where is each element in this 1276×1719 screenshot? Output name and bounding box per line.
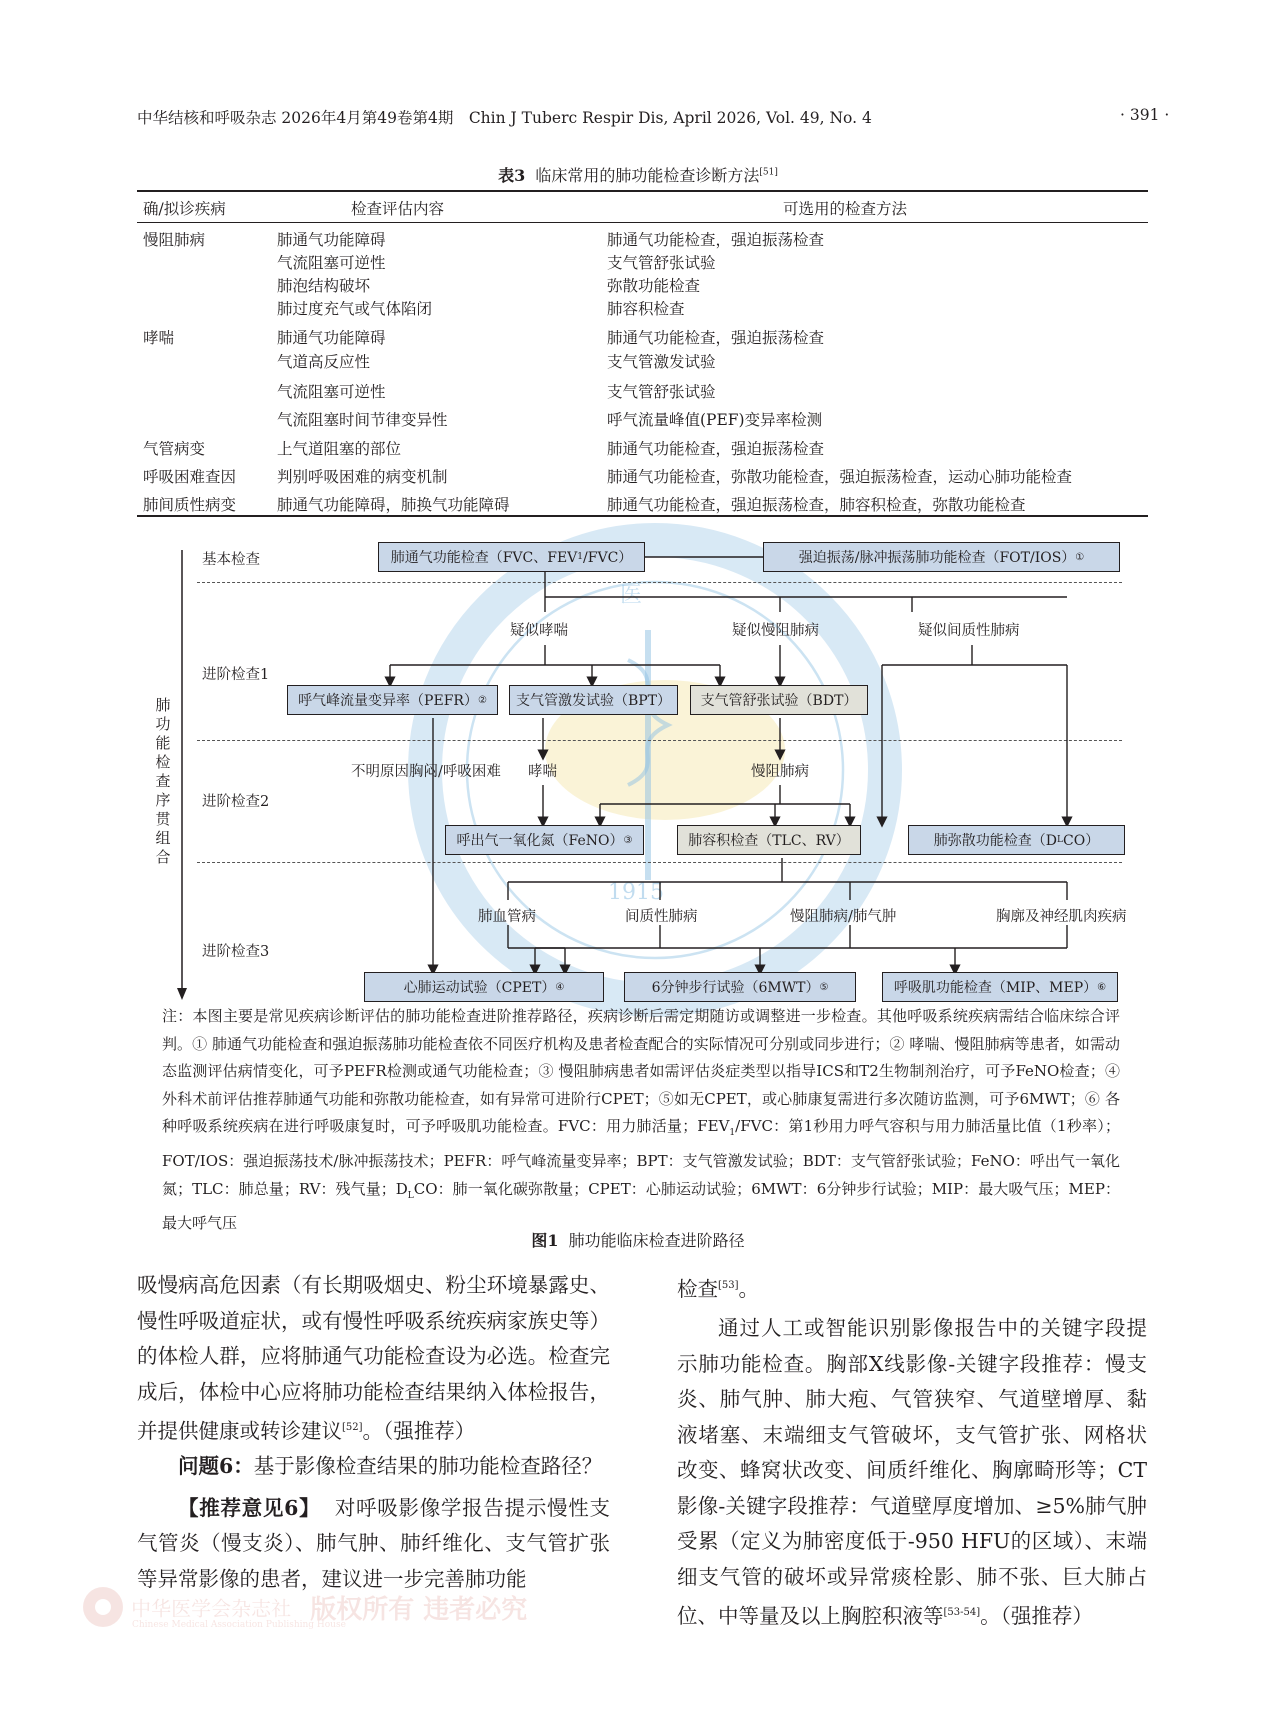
box-pefr [287, 685, 498, 715]
table-cell-content: 肺过度充气或气体陷闭 [277, 300, 433, 318]
label-neuromuscular: 胸廓及神经肌肉疾病 [996, 909, 1127, 925]
box-mip-label: 呼吸肌功能检查（MIP、MEP） [893, 980, 1098, 996]
table-cell-content: 肺通气功能障碍 [277, 231, 386, 249]
question-text: 基于影像检查结果的肺功能检查路径？ [253, 1454, 603, 1479]
label-copd-emphysema: 慢阻肺病/肺气肿 [790, 909, 897, 925]
right-column [677, 1268, 1147, 1635]
table-cell-content: 判别呼吸困难的病变机制 [277, 468, 448, 486]
label-pulmonary-vascular: 肺血管病 [478, 909, 536, 925]
table-cell-disease: 哮喘 [143, 329, 175, 347]
paragraph-tail: 。 [738, 1276, 760, 1301]
stage-advanced-3: 进阶检查3 [202, 944, 270, 960]
box-pefr-label: 呼气峰流量变异率（PEFR） [298, 693, 478, 709]
table-cell-disease: 呼吸困难查因 [143, 468, 237, 486]
figure-title: 肺功能临床检查进阶路径 [568, 1231, 745, 1250]
stage-basic: 基本检查 [202, 552, 260, 568]
table-cell-method: 肺通气功能检查，强迫振荡检查 [607, 329, 825, 347]
recommendation-text: 对呼吸影像学报告提示慢性支气管炎（慢支炎）、肺气肿、肺纤维化、支气管扩张等异常影像的患者，建议进一步完善肺功能 [137, 1495, 610, 1591]
note-sub-1: 1 [729, 1128, 736, 1139]
seal-year: 1915 [608, 880, 664, 905]
box-spirometry [378, 542, 645, 572]
box-spirometry-sub: 1 [577, 552, 584, 562]
box-cpet-mark: ④ [555, 981, 565, 993]
note-text-c: CO：肺一氧化碳弥散量；CPET：心肺运动试验；6MWT：6分钟步行试验；MIP：最大吸气压；MEP：最大呼气压 [162, 1179, 1120, 1233]
box-cpet [364, 972, 604, 1002]
label-suspected-asthma: 疑似哮喘 [510, 623, 568, 639]
seal-char: 医 [620, 583, 643, 608]
box-fot-mark: ① [1075, 551, 1085, 563]
box-dlco [908, 825, 1125, 855]
citation: [53] [718, 1280, 739, 1291]
stage-advanced-2: 进阶检查2 [202, 794, 270, 810]
table-cell-content: 肺通气功能障碍 [277, 329, 386, 347]
body-paragraph [677, 1311, 1147, 1634]
table-cell-method: 肺通气功能检查，强迫振荡检查 [607, 231, 825, 249]
table-cell-content: 气流阻塞可逆性 [277, 383, 386, 401]
box-cpet-label: 心肺运动试验（CPET） [403, 980, 556, 996]
table-header-content: 检查评估内容 [351, 200, 445, 218]
paragraph-tail: 。（强推荐） [980, 1604, 1093, 1629]
label-unexplained-dyspnea: 不明原因胸闷/呼吸困难 [351, 764, 501, 780]
box-dlco-label-b: CO） [1063, 833, 1100, 849]
label-asthma: 哮喘 [528, 764, 557, 780]
publisher-name: 中华医学会杂志社 [131, 1596, 292, 1621]
figure-note [162, 1003, 1120, 1238]
box-bpt-label: 支气管激发试验（BPT） [515, 693, 672, 709]
box-bdt [690, 685, 868, 715]
box-6mwt-label: 6分钟步行试验（6MWT） [651, 980, 820, 996]
stage-advanced-1: 进阶检查1 [202, 667, 270, 683]
table-cell-method: 肺通气功能检查，强迫振荡检查 [607, 440, 825, 458]
table-cell-content: 气流阻塞可逆性 [277, 254, 386, 272]
label-interstitial: 间质性肺病 [625, 909, 698, 925]
table-cell-method: 支气管激发试验 [607, 353, 716, 371]
note-text-b: /FVC：第1秒用力呼气容积与用力肺活量比值（1秒率）；FOT/IOS：强迫振荡技术/脉冲振荡技术；PEFR：呼气峰流量变异率；BPT：支气管激发试验；BDT：支气管舒张试验；FeNO：呼出气一氧化氮；TLC：肺总量；RV：残气量；D [162, 1117, 1120, 1198]
running-header: 中华结核和呼吸杂志 2026年4月第49卷第4期 Chin J Tuberc Respir Dis, April 2026, Vol. 49, No. 4 [137, 109, 872, 127]
table-cell-method: 呼气流量峰值(PEF)变异率检测 [607, 411, 823, 429]
side-label: 肺功能检查序贯组合 [155, 696, 171, 866]
box-feno-mark: ③ [623, 834, 633, 846]
table-cell-method: 弥散功能检查 [607, 277, 701, 295]
recommendation [137, 1491, 610, 1598]
table-number: 表3 [498, 166, 526, 185]
box-feno [445, 825, 644, 855]
box-spirometry-label-b: /FVC） [583, 550, 633, 566]
table-cell-method: 支气管舒张试验 [607, 383, 716, 401]
table-cell-method: 肺容积检查 [607, 300, 685, 318]
table-cell-method: 肺通气功能检查，强迫振荡检查，肺容积检查，弥散功能检查 [607, 496, 1026, 514]
box-pefr-mark: ② [477, 694, 487, 706]
publisher-watermark [80, 1584, 527, 1630]
box-feno-label: 呼出气一氧化氮（FeNO） [456, 833, 624, 849]
recommendation-label: 【推荐意见6】 [178, 1495, 321, 1520]
label-suspected-copd: 疑似慢阻肺病 [732, 623, 819, 639]
box-bpt [509, 685, 678, 715]
box-bdt-label: 支气管舒张试验（BDT） [700, 693, 858, 709]
label-suspected-ild: 疑似间质性肺病 [918, 623, 1020, 639]
box-mip [882, 972, 1118, 1002]
box-6mwt [624, 972, 856, 1002]
table-cell-method: 支气管舒张试验 [607, 254, 716, 272]
table-cell-content: 上气道阻塞的部位 [277, 440, 402, 458]
figure-number: 图1 [531, 1231, 559, 1250]
citation: [52] [342, 1422, 363, 1433]
box-fot-label: 强迫振荡/脉冲振荡肺功能检查（FOT/IOS） [798, 550, 1076, 566]
table-cell-content: 气流阻塞时间节律变异性 [277, 411, 448, 429]
paragraph-tail: 。（强推荐） [362, 1418, 476, 1443]
box-dlco-label-a: 肺弥散功能检查（D [933, 833, 1058, 849]
page-number: · 391 · [1120, 106, 1170, 124]
box-6mwt-mark: ⑤ [819, 981, 829, 993]
table-cell-content: 气道高反应性 [277, 353, 371, 371]
table-ref: [51] [759, 167, 778, 178]
box-spirometry-label-a: 肺通气功能检查（FVC、FEV [390, 550, 578, 566]
paragraph-text: 检查 [677, 1276, 718, 1301]
table-header-disease: 确/拟诊疾病 [143, 200, 226, 218]
body-paragraph [677, 1268, 1147, 1307]
paragraph-text: 通过人工或智能识别影像报告中的关键字段提示肺功能检查。胸部X线影像-关键字段推荐：慢支炎、肺气肿、肺大疱、气管狭窄、气道壁增厚、黏液堵塞、末端细支气管破坏，支气管扩张、网格状改变、蜂窝状改变、间质纤维化、胸廓畸形等；CT影像-关键字段推荐：气道壁厚度增加、≥5%肺气肿受累（定义为肺密度低于-950 HFU的区域）、末端细支气管的破坏或异常痰栓影、肺不张、巨大肺占位、中等量及以上胸腔积液等 [677, 1316, 1147, 1629]
figure-caption [0, 1228, 1276, 1251]
table-cell-method: 肺通气功能检查，弥散功能检查，强迫振荡检查，运动心肺功能检查 [607, 468, 1073, 486]
body-paragraph [137, 1268, 610, 1449]
left-column [137, 1268, 610, 1597]
label-copd: 慢阻肺病 [751, 764, 809, 780]
box-dlco-sub: L [1057, 835, 1063, 845]
question-heading [137, 1449, 610, 1485]
box-tlc [677, 825, 861, 855]
question-label: 问题6： [178, 1454, 254, 1479]
box-tlc-label: 肺容积检查（TLC、RV） [688, 833, 850, 849]
table-header-method: 可选用的检查方法 [783, 200, 908, 218]
publisher-name-en: Chinese Medical Association Publishing House [132, 1620, 346, 1630]
paragraph-text: 吸慢病高危因素（有长期吸烟史、粉尘环境暴露史、慢性呼吸道症状，或有慢性呼吸系统疾病家族史等）的体检人群，应将肺通气功能检查设为必选。检查完成后，体检中心应将肺功能检查结果纳入体检报告，并提供健康或转诊建议 [137, 1273, 610, 1443]
table-title: 临床常用的肺功能检查诊断方法 [535, 166, 760, 185]
citation: [53-54] [943, 1607, 981, 1619]
box-fot [763, 542, 1120, 572]
table-cell-disease: 肺间质性病变 [143, 496, 237, 514]
rights-notice: 版权所有 违者必究 [310, 1594, 528, 1625]
table-cell-disease: 气管病变 [143, 440, 206, 458]
note-text-a: 注：本图主要是常见疾病诊断评估的肺功能检查进阶推荐路径，疾病诊断后需定期随访或调整进一步检查。其他呼吸系统疾病需结合临床综合评判。① 肺通气功能检查和强迫振荡肺功能检查依不同医疗机构及患者检查配合的实际情况可分别或同步进行；② 哮喘、慢阻肺病等患者，如需动态监测评估病情变化，可予PEFR检测或通气功能检查；③ 慢阻肺病患者如需评估炎症类型以指导ICS和T2生物制剂治疗，可予FeNO检查；④ 外科术前评估推荐肺通气功能和弥散功能检查，如有异常可进阶行CPET；⑤如无CPET，或心肺康复需进行多次随访监测，可予6MWT；⑥ 各种呼吸系统疾病在进行呼吸康复时，可予呼吸肌功能检查。FVC：用力肺活量；FEV [162, 1007, 1120, 1136]
table-cell-content: 肺通气功能障碍，肺换气功能障碍 [277, 496, 510, 514]
table-cell-content: 肺泡结构破坏 [277, 277, 371, 295]
table-cell-disease: 慢阻肺病 [143, 231, 206, 249]
publisher-seal-icon [80, 1584, 126, 1630]
note-sub-2: L [407, 1190, 414, 1201]
box-mip-mark: ⑥ [1097, 981, 1107, 993]
